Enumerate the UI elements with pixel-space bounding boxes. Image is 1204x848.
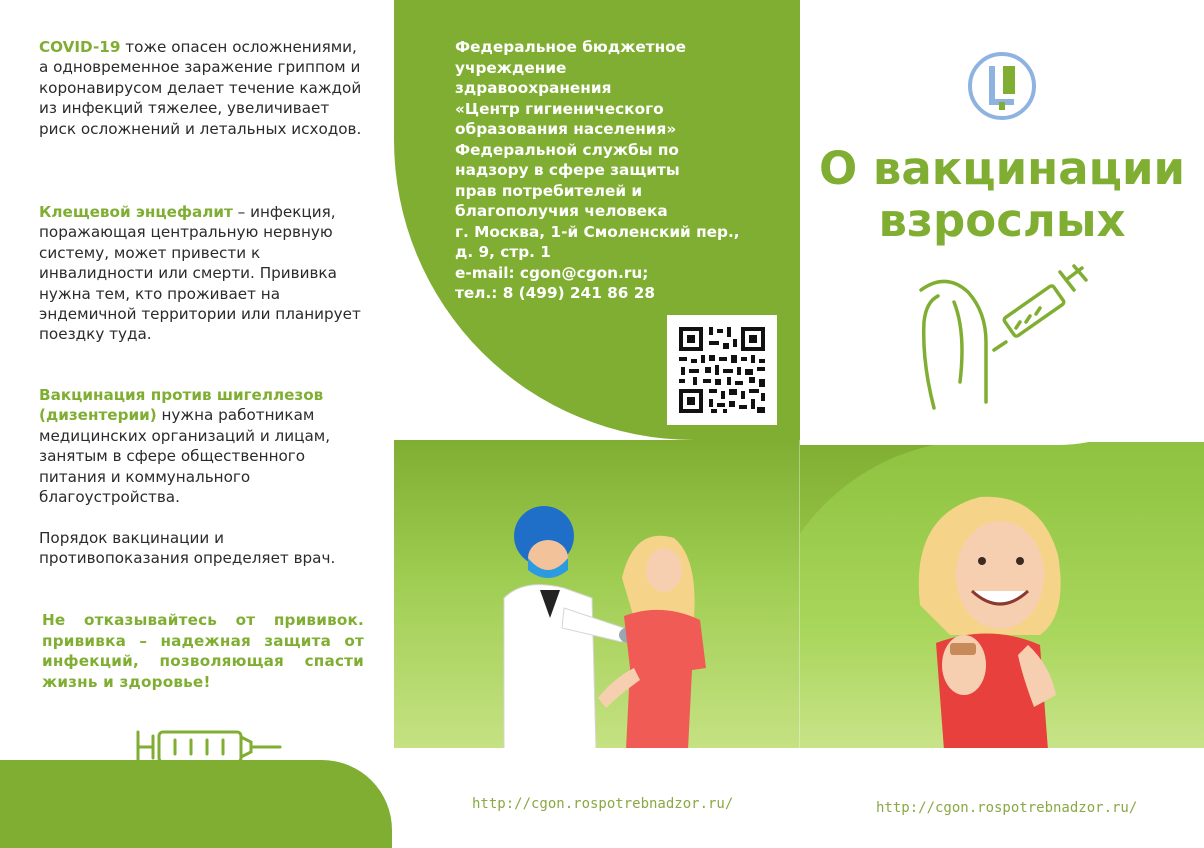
paragraph-doctor: Порядок вакцинации и противопоказания определяет врач. [39,529,336,568]
encephalitis-text: – инфекция, поражающая центральную нервную систему, может привести к инвалидности или смерти. Прививка нужна тем, кто проживает на эндемичной территории или планирует поездку туда. [39,203,361,344]
info-line: д. 9, стр. 1 [455,243,551,261]
fold-line [799,440,800,750]
qr-code[interactable] [667,315,777,425]
left-panel [0,0,394,848]
info-line: e-mail: cgon@cgon.ru; [455,263,649,282]
info-line: благополучия человека [455,202,668,220]
info-line: образования населения» [455,120,677,138]
title-line-2: взрослых [878,194,1126,247]
title-line-1: О вакцинации [818,142,1186,195]
info-line: г. Москва, 1-й Смоленский пер., [455,222,740,241]
info-line: прав потребителей и [455,181,643,200]
paragraph-encephalitis [39,202,369,345]
smiling-woman-thumbs-up [910,495,1070,748]
callout-text: Не отказывайтесь от прививок. прививка – надежная защита от инфекций, позволяющая спасти жизнь и здоровье! [42,611,364,691]
right-panel [800,0,1204,748]
covid-text: тоже опасен осложнениями, а одновременное заражение гриппом и коронавирусом делает течение каждой из инфекций тяжелее, увеличивает риск осложнений и летальных исходов. [39,38,362,138]
decorative-green-shape [0,760,392,848]
website-link[interactable]: http://cgon.rospotrebnadzor.ru/ [876,800,1138,816]
info-line: надзору в сфере защиты [455,161,680,179]
info-line: «Центр гигиенического [455,99,664,118]
organization-info [455,37,785,304]
website-link[interactable]: http://cgon.rospotrebnadzor.ru/ [472,796,734,812]
doctor-vaccinating-woman [484,498,724,748]
info-line: Федеральной службы по [455,140,679,159]
shigellosis-lead: Вакцинация против шигеллезов (дизентерии) [39,386,324,425]
info-line: тел.: 8 (499) 241 86 28 [455,284,656,302]
paragraph-covid [39,37,369,139]
covid-lead: COVID-19 [39,38,121,56]
brochure-title [800,143,1204,247]
paragraph-shigellosis [39,385,369,507]
encephalitis-lead: Клещевой энцефалит [39,203,233,221]
shigellosis-text: нужна работникам медицинских организаций и лицам, занятым в сфере общественного питания и коммунального благоустройства. [39,406,331,507]
middle-panel [394,0,800,748]
cgon-logo [966,50,1038,126]
info-line: Федеральное бюджетное [455,38,687,56]
info-line: здравоохранения [455,79,612,97]
info-line: учреждение [455,58,567,77]
shoulder-syringe-icon [916,262,1091,416]
